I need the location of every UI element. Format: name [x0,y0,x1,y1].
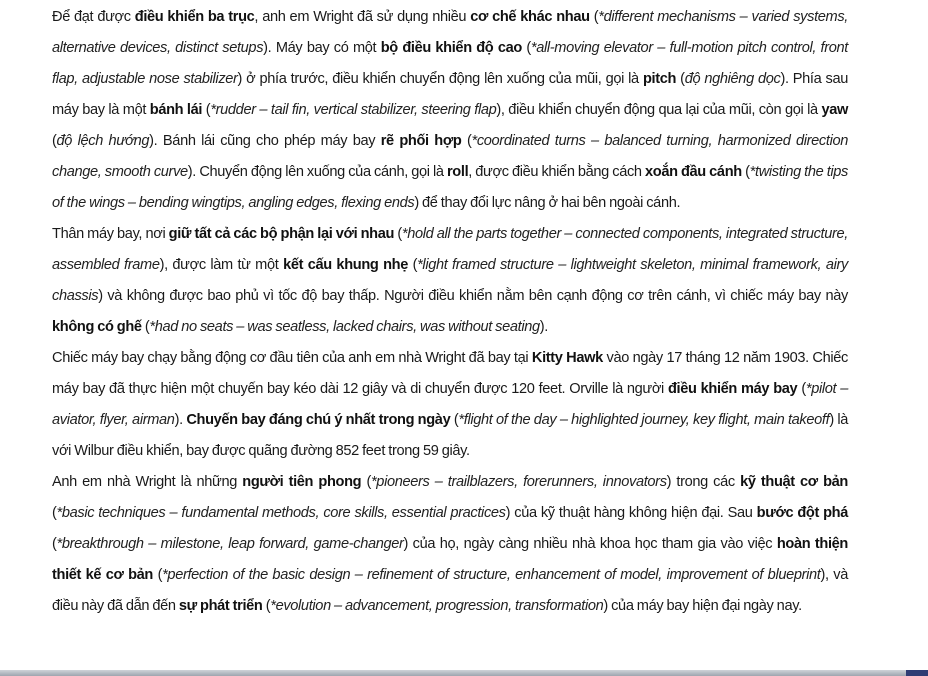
italic-gloss: *hold all the parts together – connected components, integrated structure, assembled frame [52,226,848,273]
bold-term: xoắn đầu cánh [645,164,742,180]
italic-gloss: *evolution – advancement, progression, transformation [270,598,604,614]
paragraph-three-axis-control [52,2,848,219]
text-run: ), điều khiển chuyển động qua lại của mũi, còn gọi là [496,102,822,118]
italic-gloss: *different mechanisms – varied systems, alternative devices, distinct setups [52,9,849,56]
bold-term: điều khiển ba trục [134,9,255,25]
text-run: ( [202,102,211,118]
italic-gloss: *had no seats – was seatless, lacked chairs, was without seating [149,319,540,335]
bold-term: giữ tất cả các bộ phận lại với nhau [168,226,395,242]
text-run: ( [262,598,271,614]
bold-term: pitch [642,71,677,87]
text-run: ( [141,319,150,335]
bold-term: sự phát triển [178,598,263,614]
text-run: Anh em nhà Wright là những [52,474,243,490]
text-run: ( [361,474,371,490]
text-run: ). Chuyển động lên xuống của cánh, gọi là [187,164,447,180]
text-run: ( [407,257,418,273]
bold-term: roll [446,164,469,180]
text-run: ( [52,505,57,521]
paragraph-pioneers [52,467,848,622]
text-run: ). [539,319,548,335]
text-run: ( [797,381,806,397]
text-run: ), và điều này đã dẫn đến [52,567,849,614]
paragraph-fuselage [52,219,848,343]
text-run: , anh em Wright đã sử dụng nhiều [254,9,471,25]
text-run: ( [450,412,459,428]
text-run: ( [52,133,57,149]
italic-gloss: *coordinated turns – balanced turning, harmonized direction change, smooth curve [52,133,849,180]
text-run: ( [394,226,402,242]
italic-gloss: *pilot – aviator, flyer, airman [52,381,849,428]
text-run: ) và không được bao phủ vì tốc độ bay thấp. Người điều khiển nằm bên cạnh động cơ trên cánh, vì chiếc máy bay này [98,288,848,304]
italic-gloss: *light framed structure – lightweight skeleton, minimal framework, airy chassis [52,257,848,304]
bold-term: bước đột phá [756,505,849,521]
text-run: ) ở phía trước, điều khiển chuyển động lên xuống của mũi, gọi là [237,71,643,87]
text-run: ), được làm từ một [159,257,284,273]
bold-term: Kitty Hawk [531,350,603,366]
text-run: ) trong các [666,474,741,490]
bold-term: không có ghế [52,319,142,335]
text-run: ). Bánh lái cũng cho phép máy bay [149,133,381,149]
text-run: Để đạt được [52,9,135,25]
italic-gloss: *all-moving elevator – full-motion pitch control, front flap, adjustable nose stabilizer [52,40,848,87]
bold-term: kết cấu khung nhẹ [283,257,408,273]
bold-term: rẽ phối hợp [380,133,462,149]
text-run: ). [174,412,187,428]
text-run: ). Máy bay có một [263,40,381,56]
text-run: ( [741,164,750,180]
italic-gloss: *perfection of the basic design – refinement of structure, enhancement of model, improvement of blueprint [162,567,821,583]
bold-term: bánh lái [149,102,203,118]
text-run: ( [521,40,531,56]
text-run: Chiếc máy bay chạy bằng động cơ đầu tiên của anh em nhà Wright đã bay tại [52,350,532,366]
bold-term: điều khiển máy bay [667,381,798,397]
bottom-scroll-bar [0,670,928,676]
text-run: ( [589,9,599,25]
italic-gloss: độ nghiêng dọc [684,71,781,87]
italic-gloss: *pioneers – trailblazers, forerunners, innovators [370,474,667,490]
text-run: ). Phía sau máy bay là một [52,71,849,118]
text-run: ( [153,567,163,583]
bold-term: yaw [821,102,848,118]
bold-term: hoàn thiện thiết kế cơ bản [52,536,849,583]
italic-gloss: độ lệch hướng [56,133,150,149]
bold-term: Chuyến bay đáng chú ý nhất trong ngày [186,412,451,428]
text-run: ) để thay đổi lực nâng ở hai bên ngoài cánh. [414,195,681,211]
italic-gloss: *twisting the tips of the wings – bending wingtips, angling edges, flexing ends [52,164,849,211]
bold-term: cơ chế khác nhau [470,9,590,25]
bottom-bar-accent [906,670,928,676]
bold-term: người tiên phong [242,474,362,490]
paragraph-kitty-hawk-flight [52,343,848,467]
text-run: , được điều khiển bằng cách [468,164,645,180]
text-run: ( [52,536,57,552]
italic-gloss: *basic techniques – fundamental methods, core skills, essential practices [56,505,506,521]
italic-gloss: *rudder – tail fin, vertical stabilizer, steering flap [210,102,497,118]
text-run: ( [461,133,472,149]
italic-gloss: *flight of the day – highlighted journey, key flight, main takeoff [458,412,830,428]
text-run: ( [676,71,685,87]
text-run: ) là với Wilbur điều khiển, bay được quãng đường 852 feet trong 59 giây. [52,412,849,459]
italic-gloss: *breakthrough – milestone, leap forward, game-changer [56,536,404,552]
text-run: vào ngày 17 tháng 12 năm 1903. Chiếc máy bay đã thực hiện một chuyến bay kéo dài 12 giây và di chuyển được 120 feet. Orville là người [52,350,848,397]
text-run: Thân máy bay, nơi [52,226,169,242]
bold-term: bộ điều khiển độ cao [380,40,522,56]
bold-term: kỹ thuật cơ bản [740,474,848,490]
text-run: ) của máy bay hiện đại ngày nay. [603,598,802,614]
text-run: ) của kỹ thuật hàng không hiện đại. Sau [505,505,757,521]
text-run: ) của họ, ngày càng nhiều nhà khoa học tham gia vào việc [403,536,777,552]
